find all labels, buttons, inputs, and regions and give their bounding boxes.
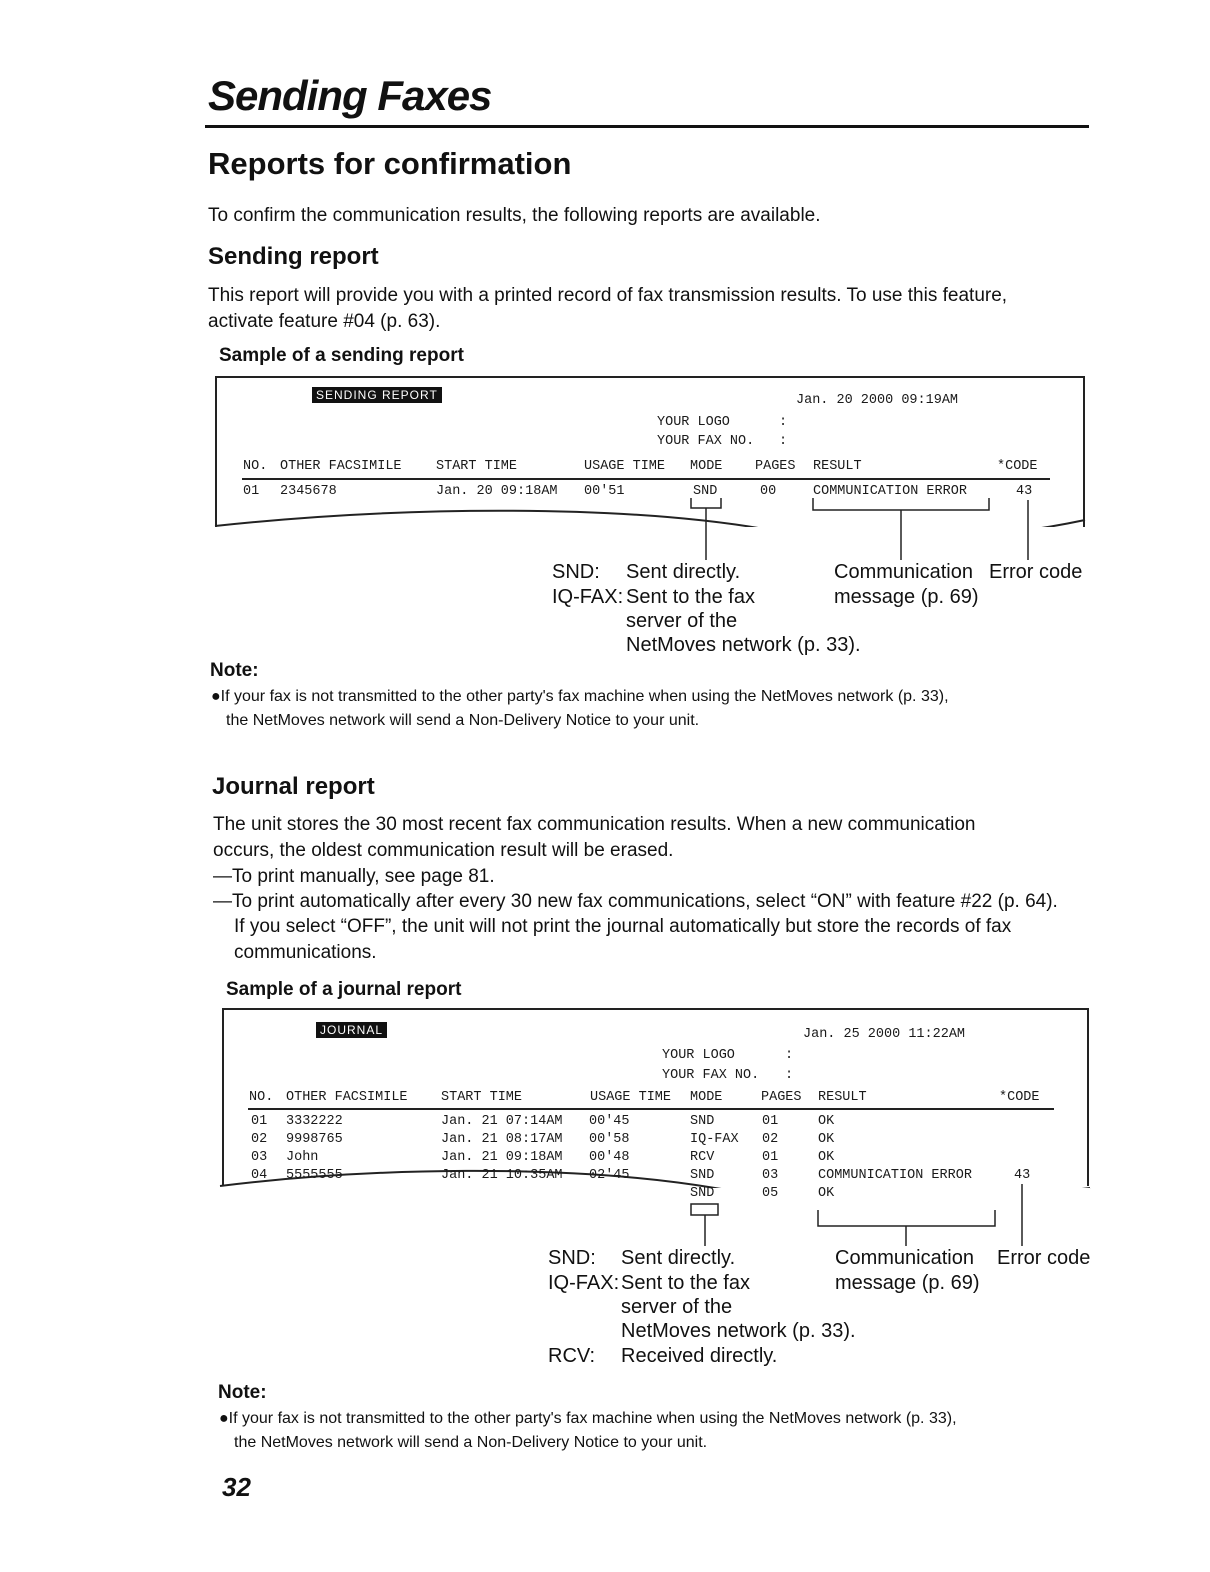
sending-report-date: Jan. 20 2000 09:19AM (796, 393, 959, 408)
journal-desc-line1: The unit stores the 30 most recent fax communication results. When a new communication (213, 814, 976, 835)
sending-row-mode: SND (693, 484, 718, 499)
table-row-facsimile: 5555555 (286, 1168, 343, 1183)
table-row-pages: 02 (762, 1132, 779, 1147)
sending-report-label: SENDING REPORT (312, 386, 442, 404)
table-row-mode: IQ-FAX (690, 1132, 739, 1147)
table-row-no: 04 (251, 1168, 268, 1183)
journal-note-label: Note: (218, 1382, 267, 1403)
table-row-result: OK (818, 1186, 835, 1201)
table-row-usage: 00'58 (589, 1132, 630, 1147)
journal-note-line2: the NetMoves network will send a Non-Delivery Notice to your unit. (234, 1434, 708, 1451)
journal-legend-iq-key: IQ-FAX: (548, 1272, 620, 1294)
journal-faxno-label: YOUR FAX NO. (662, 1068, 760, 1083)
sending-sample-heading: Sample of a sending report (219, 345, 464, 366)
sending-faxno-label: YOUR FAX NO. (657, 434, 755, 449)
col-code: *CODE (997, 459, 1038, 474)
col-mode: MODE (690, 459, 723, 474)
sending-row-usage: 00'51 (584, 484, 625, 499)
journal-legend-snd-key: SND: (548, 1247, 596, 1269)
sending-logo-colon: : (779, 415, 788, 430)
intro-text: To confirm the communication results, the following reports are available. (208, 205, 821, 226)
table-row-usage: 00'45 (589, 1114, 630, 1129)
table-row-mode: RCV (690, 1150, 715, 1165)
col-pages: PAGES (755, 459, 796, 474)
journal-note-line1: ●If your fax is not transmitted to the other party's fax machine when using the NetMoves network (p. 33), (219, 1410, 957, 1427)
table-row-result: COMMUNICATION ERROR (818, 1168, 972, 1183)
table-row-start: Jan. 21 10:35AM (441, 1168, 563, 1183)
table-row-start: Jan. 21 07:14AM (441, 1114, 563, 1129)
sending-row-code: 43 (1016, 484, 1033, 499)
journal-report-heading: Journal report (212, 773, 375, 800)
section-title: Reports for confirmation (208, 146, 572, 181)
journal-col-usage-time: USAGE TIME (590, 1090, 672, 1105)
sending-legend-iq-val1: Sent to the fax (626, 586, 755, 608)
sending-legend-snd-key: SND: (552, 561, 600, 583)
journal-legend-iq-val2: server of the (621, 1296, 733, 1318)
journal-col-result: RESULT (818, 1090, 867, 1105)
journal-report-label: JOURNAL (316, 1021, 387, 1039)
table-row-mode: SND (690, 1114, 715, 1129)
sending-legend-error: Error code (989, 561, 1083, 583)
journal-legend-comm2: message (p. 69) (835, 1272, 980, 1294)
journal-legend-iq-val3: NetMoves network (p. 33). (621, 1320, 856, 1342)
table-row-pages: 05 (762, 1186, 779, 1201)
table-row-pages: 01 (762, 1114, 779, 1129)
table-row-start: Jan. 21 08:17AM (441, 1132, 563, 1147)
sending-report-heading: Sending report (208, 243, 379, 270)
sending-row-pages: 00 (760, 484, 777, 499)
table-row-pages: 03 (762, 1168, 779, 1183)
table-row-facsimile: John (286, 1150, 319, 1165)
journal-legend-error: Error code (997, 1247, 1091, 1269)
sending-row-start: Jan. 20 09:18AM (436, 484, 558, 499)
sending-note-line2: the NetMoves network will send a Non-Delivery Notice to your unit. (226, 712, 700, 729)
col-other-facsimile: OTHER FACSIMILE (280, 459, 402, 474)
journal-sample-heading: Sample of a journal report (226, 979, 462, 1000)
table-row-facsimile: 9998765 (286, 1132, 343, 1147)
sending-legend-comm1: Communication (834, 561, 973, 583)
journal-col-start-time: START TIME (441, 1090, 523, 1105)
table-row-mode: SND (690, 1186, 715, 1201)
sending-row-result: COMMUNICATION ERROR (813, 484, 967, 499)
sending-legend-iq-key: IQ-FAX: (552, 586, 624, 608)
sending-desc-line2: activate feature #04 (p. 63). (208, 311, 441, 332)
col-usage-time: USAGE TIME (584, 459, 666, 474)
page-title: Sending Faxes (208, 72, 492, 119)
journal-legend-rcv-val: Received directly. (621, 1345, 778, 1367)
sending-note-line1: ●If your fax is not transmitted to the other party's fax machine when using the NetMoves network (p. 33), (211, 688, 949, 705)
journal-col-mode: MODE (690, 1090, 723, 1105)
table-row-usage: 02'45 (589, 1168, 630, 1183)
journal-legend-comm1: Communication (835, 1247, 974, 1269)
journal-col-pages: PAGES (761, 1090, 802, 1105)
table-row-result: OK (818, 1114, 835, 1129)
table-row-no: 03 (251, 1150, 268, 1165)
sending-legend-snd-val: Sent directly. (626, 561, 741, 583)
sending-row-facsimile: 2345678 (280, 484, 337, 499)
table-row-result: OK (818, 1132, 835, 1147)
journal-desc-line3: —To print manually, see page 81. (213, 866, 495, 887)
sending-note-label: Note: (210, 660, 259, 681)
journal-faxno-colon: : (785, 1068, 794, 1083)
table-row-facsimile: 3332222 (286, 1114, 343, 1129)
sending-legend-comm2: message (p. 69) (834, 586, 979, 608)
sending-desc-line1: This report will provide you with a printed record of fax transmission results. To use this feature, (208, 285, 1008, 306)
table-row-no: 01 (251, 1114, 268, 1129)
page-number: 32 (222, 1472, 251, 1502)
journal-legend-rcv-key: RCV: (548, 1345, 596, 1367)
journal-desc-line2: occurs, the oldest communication result will be erased. (213, 840, 674, 861)
table-row-mode: SND (690, 1168, 715, 1183)
table-row-no: 02 (251, 1132, 268, 1147)
sending-legend-iq-val2: server of the (626, 610, 738, 632)
col-result: RESULT (813, 459, 862, 474)
sending-legend-iq-val3: NetMoves network (p. 33). (626, 634, 861, 656)
journal-col-no: NO. (249, 1090, 274, 1105)
journal-legend-snd-val: Sent directly. (621, 1247, 736, 1269)
journal-col-other-facsimile: OTHER FACSIMILE (286, 1090, 408, 1105)
journal-desc-line6: communications. (234, 942, 377, 963)
sending-faxno-colon: : (779, 434, 788, 449)
sending-logo-label: YOUR LOGO (657, 415, 730, 430)
journal-report-date: Jan. 25 2000 11:22AM (803, 1027, 966, 1042)
col-no: NO. (243, 459, 268, 474)
table-row-code: 43 (1014, 1168, 1031, 1183)
journal-desc-line4: —To print automatically after every 30 new fax communications, select “ON” with feature #22 (p. 64). (213, 891, 1058, 912)
table-row-result: OK (818, 1150, 835, 1165)
journal-logo-colon: : (785, 1048, 794, 1063)
col-start-time: START TIME (436, 459, 518, 474)
journal-col-code: *CODE (999, 1090, 1040, 1105)
journal-legend-iq-val1: Sent to the fax (621, 1272, 750, 1294)
table-row-start: Jan. 21 09:18AM (441, 1150, 563, 1165)
journal-logo-label: YOUR LOGO (662, 1048, 735, 1063)
journal-desc-line5: If you select “OFF”, the unit will not print the journal automatically but store the records of fax (234, 916, 1012, 937)
sending-row-no: 01 (243, 484, 260, 499)
table-row-usage: 00'48 (589, 1150, 630, 1165)
table-row-pages: 01 (762, 1150, 779, 1165)
